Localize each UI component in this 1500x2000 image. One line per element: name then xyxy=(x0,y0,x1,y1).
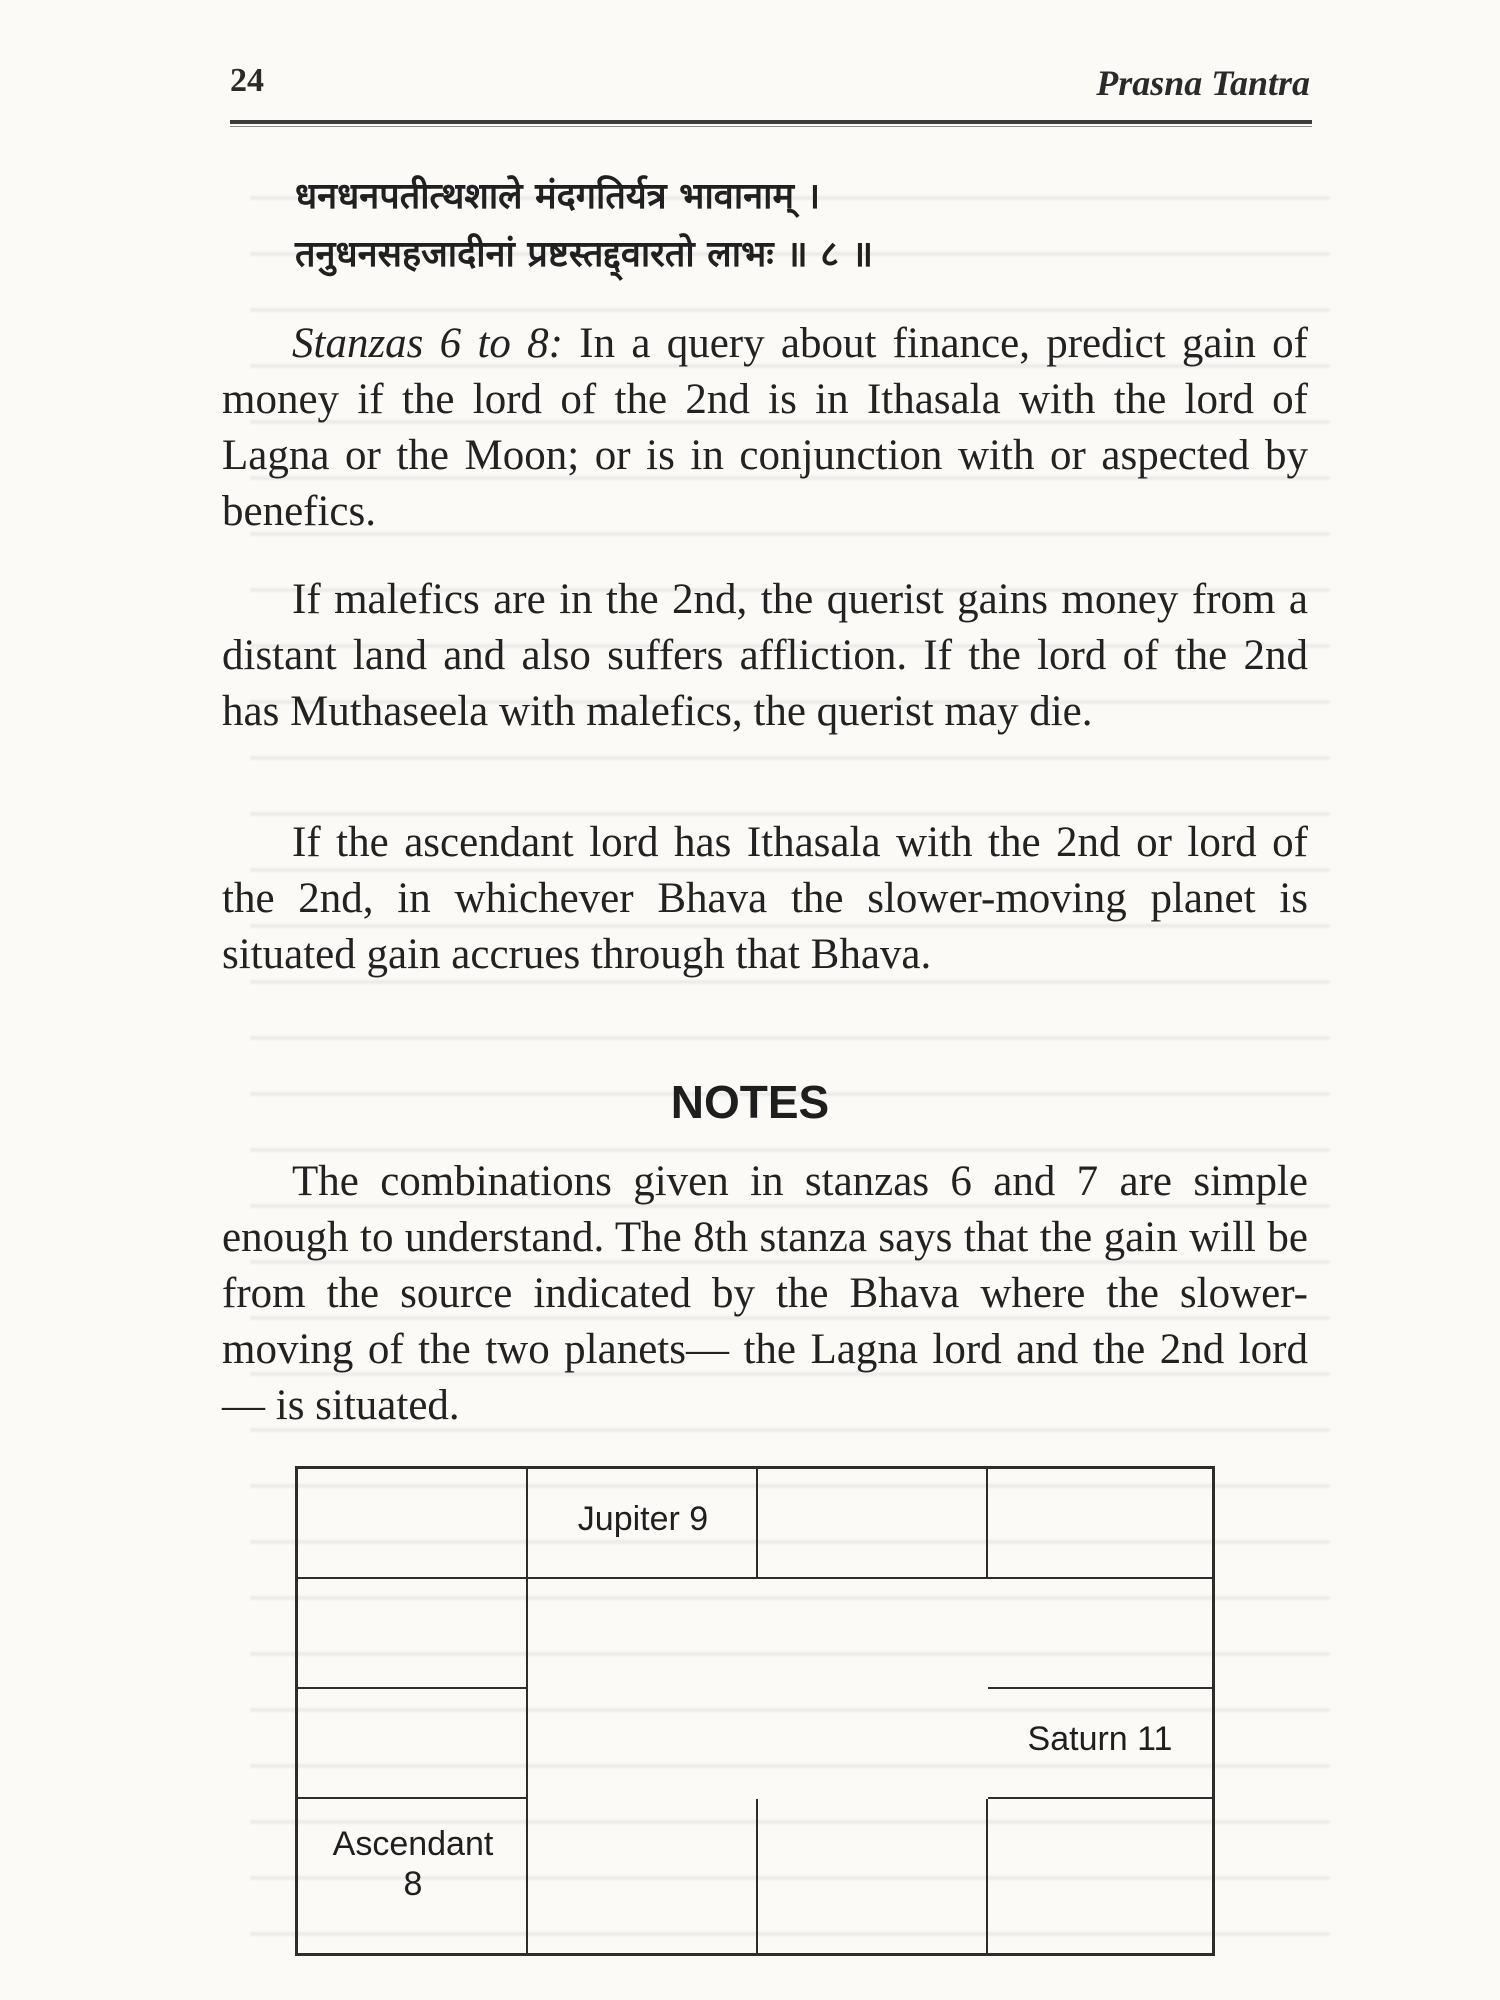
stanza-label: Stanzas 6 to 8: xyxy=(292,320,563,367)
paragraph-3-text: If the ascendant lord has Ithasala with the 2nd or lord of the 2nd, in whichever Bhava the slower-moving planet is situated gain accrues through that Bhava. xyxy=(222,819,1308,978)
chart-cell-left-1 xyxy=(298,1579,528,1689)
sanskrit-line-2: तनुधनसहजादीनां प्रष्टस्तद्द्वारतो लाभः ॥ ८ ॥ xyxy=(295,234,874,275)
paragraph-2 xyxy=(222,572,1308,740)
page-number: 24 xyxy=(230,62,264,99)
paragraph-1-text xyxy=(222,316,1308,540)
header-rule-thin xyxy=(230,126,1312,127)
sanskrit-verse xyxy=(295,168,1275,284)
jupiter-label: Jupiter 9 xyxy=(577,1500,709,1538)
ascendant-label: Ascendant 8 xyxy=(332,1825,494,1903)
header-rule xyxy=(230,120,1312,124)
page-header xyxy=(230,62,1310,122)
paragraph-4-text: The combinations given in stanzas 6 and 7 are simple enough to understand. The 8th stanza says that the gain will be from the source indicated by the Bhava where the slower-moving of the two planets— the Lagna lord and the 2nd lord — is situated. xyxy=(222,1158,1308,1429)
chart-cell-right-1 xyxy=(988,1579,1212,1689)
saturn-label: Saturn 11 xyxy=(1027,1720,1173,1758)
paragraph-3 xyxy=(222,815,1308,983)
chart-center xyxy=(528,1579,988,1849)
paragraph-1-body: In a query about finance, predict gain of money if the lord of the 2nd is in Ithasala with the lord of Lagna or the Moon; or is in conjunction with or aspected by benefics. xyxy=(222,320,1308,535)
running-title: Prasna Tantra xyxy=(1096,63,1310,103)
chart-cell-top-3 xyxy=(758,1469,988,1579)
chart-cell-top-1 xyxy=(298,1469,528,1579)
sanskrit-line-1: धनधनपतीत्थशाले मंदगतिर्यत्र भावानाम् । xyxy=(295,176,821,217)
chart-cell-top-4 xyxy=(988,1469,1212,1579)
horoscope-chart xyxy=(295,1466,1215,1956)
paragraph-2-text: If malefics are in the 2nd, the querist gains money from a distant land and also suffers affliction. If the lord of the 2nd has Muthaseela with malefics, the querist may die. xyxy=(222,576,1308,735)
paragraph-1 xyxy=(222,316,1308,540)
notes-heading: NOTES xyxy=(670,1076,830,1128)
chart-cell-left-2 xyxy=(298,1689,528,1799)
chart-cell-bottom-4 xyxy=(988,1799,1212,1953)
paragraph-4 xyxy=(222,1154,1308,1434)
